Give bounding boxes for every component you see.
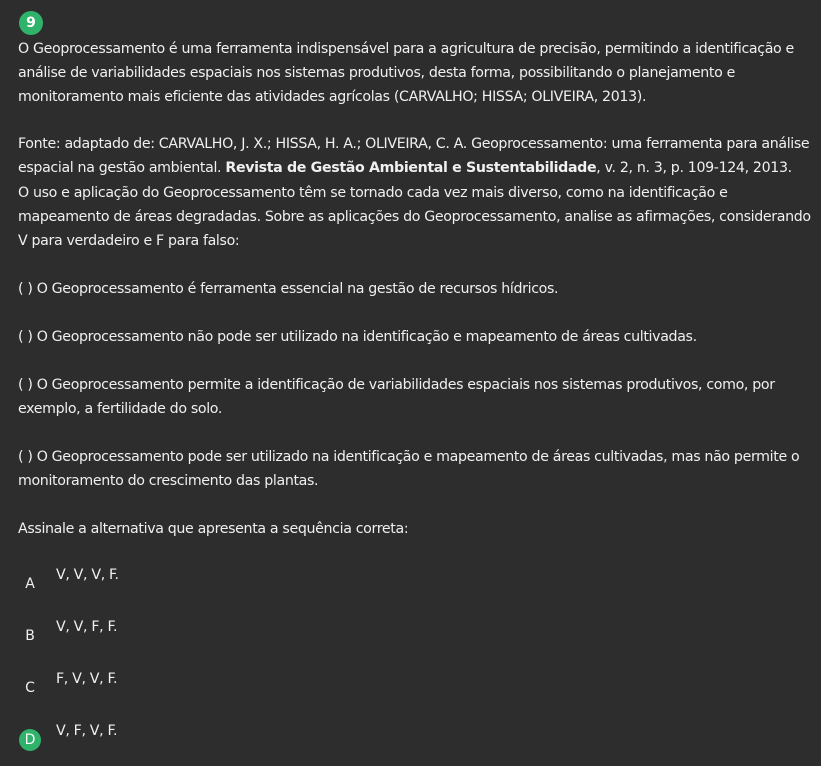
option-a-letter[interactable]: A <box>25 576 35 592</box>
option-c-text[interactable]: F, V, V, F. <box>56 671 118 687</box>
source-prefix: Fonte: adaptado de: CARVALHO, J. X.; HISSA, H. A.; OLIVEIRA, C. A. Geoprocessamento: uma ferramenta para análise espacial na gestão ambiental. <box>18 136 810 176</box>
option-c-letter[interactable]: C <box>25 680 35 696</box>
question-context: O uso e aplicação do Geoprocessamento têm se tornado cada vez mais diverso, como na identificação e mapeamento de áreas degradadas. Sobre as aplicações do Geoprocessamento, analise as afirmações, considerando V para verdadeiro e F para falso: <box>18 185 811 249</box>
statement-4: ( ) O Geoprocessamento pode ser utilizado na identificação e mapeamento de áreas cultivadas, mas não permite o monitoramento do crescimento das plantas. <box>18 449 800 489</box>
option-d-letter-selected[interactable]: D <box>19 729 41 751</box>
source-suffix: , v. 2, n. 3, p. 109-124, 2013. <box>596 160 792 176</box>
question-prompt: Assinale a alternativa que apresenta a sequência correta: <box>18 521 409 537</box>
question-source <box>18 132 818 180</box>
option-b-text[interactable]: V, V, F, F. <box>56 619 118 635</box>
source-journal: Revista de Gestão Ambiental e Sustentabilidade <box>225 160 597 176</box>
question-intro: O Geoprocessamento é uma ferramenta indispensável para a agricultura de precisão, permitindo a identificação e análise de variabilidades espaciais nos sistemas produtivos, desta forma, possibilitando o planejamento e monitoramento mais eficiente das atividades agrícolas (CARVALHO; HISSA; OLIVEIRA, 2013). <box>18 41 794 105</box>
option-d-text[interactable]: V, F, V, F. <box>56 723 118 739</box>
option-a-text[interactable]: V, V, V, F. <box>56 567 119 583</box>
statement-3: ( ) O Geoprocessamento permite a identificação de variabilidades espaciais nos sistemas produtivos, como, por exemplo, a fertilidade do solo. <box>18 377 775 417</box>
statement-1: ( ) O Geoprocessamento é ferramenta essencial na gestão de recursos hídricos. <box>18 281 559 297</box>
question-number-badge: 9 <box>19 11 43 35</box>
statement-2: ( ) O Geoprocessamento não pode ser utilizado na identificação e mapeamento de áreas cultivadas. <box>18 329 697 345</box>
option-b-letter[interactable]: B <box>25 628 35 644</box>
